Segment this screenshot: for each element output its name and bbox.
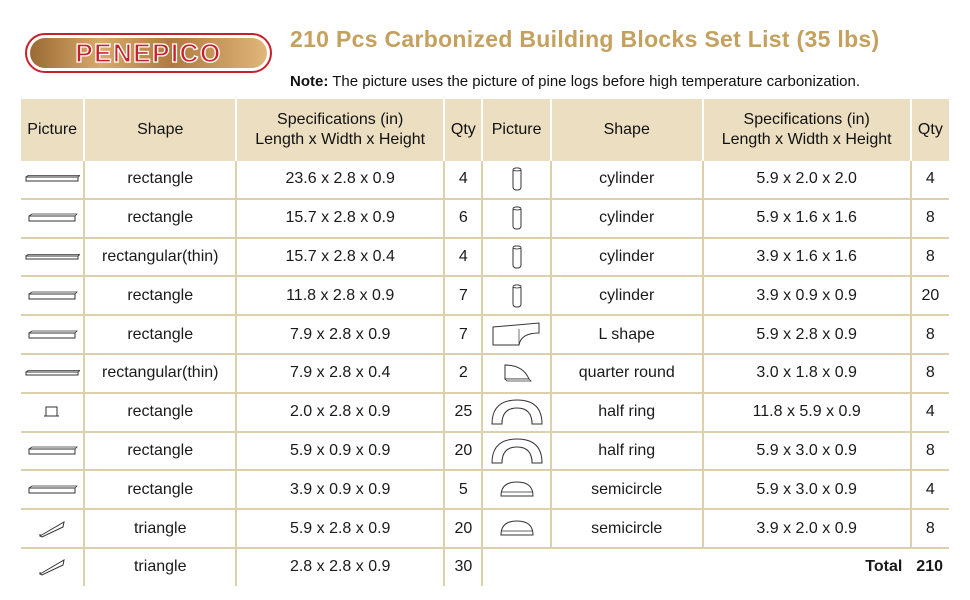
qty-cell: 7	[444, 315, 482, 354]
shape-cell-2: cylinder	[551, 161, 703, 199]
shape-cell-2: semicircle	[551, 470, 703, 509]
thin-plank-icon	[21, 368, 83, 378]
spec-cell-2: 3.9 x 1.6 x 1.6	[703, 238, 911, 277]
spec-cell: 11.8 x 2.8 x 0.9	[236, 276, 444, 315]
half-ring-icon	[483, 396, 549, 428]
table-header	[21, 99, 949, 161]
qty-cell-2: 8	[911, 199, 949, 238]
header-picture-2: Picture	[482, 99, 550, 161]
header-spec-line2-2: Length x Width x Height	[721, 131, 892, 148]
cylinder-icon	[483, 165, 549, 193]
qty-cell: 20	[444, 432, 482, 471]
semicircle-icon	[483, 478, 549, 502]
spec-cell: 2.8 x 2.8 x 0.9	[236, 548, 444, 586]
table-row	[21, 238, 949, 277]
total-cell	[482, 548, 949, 586]
picture-cell	[21, 199, 84, 238]
table-row	[21, 276, 949, 315]
plank-icon	[21, 329, 83, 341]
header-spec	[236, 99, 444, 161]
picture-cell	[21, 276, 84, 315]
quarter-round-icon	[483, 361, 549, 385]
shape-cell: rectangle	[84, 432, 236, 471]
picture-cell	[21, 315, 84, 354]
thin-plank-icon	[21, 252, 83, 262]
qty-cell-2: 8	[911, 315, 949, 354]
spec-cell-2: 5.9 x 2.8 x 0.9	[703, 315, 911, 354]
picture-cell	[21, 432, 84, 471]
header-spec-line1: Specifications (in)	[277, 111, 404, 128]
half-ring-icon	[483, 435, 549, 467]
qty-cell: 25	[444, 393, 482, 432]
spec-cell: 15.7 x 2.8 x 0.4	[236, 238, 444, 277]
cylinder-icon	[483, 204, 549, 232]
shape-cell: rectangular(thin)	[84, 354, 236, 393]
qty-cell-2: 20	[911, 276, 949, 315]
qty-cell: 2	[444, 354, 482, 393]
note-text: The picture uses the picture of pine logs before high temperature carbonization.	[328, 73, 861, 90]
shape-cell: rectangle	[84, 199, 236, 238]
qty-cell: 4	[444, 238, 482, 277]
plank-icon	[21, 212, 83, 224]
note-label: Note:	[290, 73, 329, 90]
triangle-icon	[21, 557, 83, 577]
table-row	[21, 509, 949, 548]
spec-cell: 7.9 x 2.8 x 0.9	[236, 315, 444, 354]
cylinder-icon	[483, 282, 549, 310]
shape-cell-2: half ring	[551, 432, 703, 471]
picture-cell	[21, 548, 84, 586]
table-row	[21, 548, 949, 586]
l-shape-icon	[483, 321, 549, 349]
spec-cell: 5.9 x 0.9 x 0.9	[236, 432, 444, 471]
qty-cell-2: 4	[911, 393, 949, 432]
spec-cell-2: 5.9 x 1.6 x 1.6	[703, 199, 911, 238]
shape-cell: rectangle	[84, 393, 236, 432]
spec-cell: 3.9 x 0.9 x 0.9	[236, 470, 444, 509]
table-row	[21, 393, 949, 432]
total-value: 210	[916, 558, 943, 576]
picture-cell	[21, 238, 84, 277]
qty-cell-2: 8	[911, 509, 949, 548]
header-shape: Shape	[84, 99, 236, 161]
shape-cell: rectangle	[84, 161, 236, 199]
semicircle-icon	[483, 517, 549, 541]
picture-cell-2	[482, 470, 550, 509]
picture-cell-2	[482, 432, 550, 471]
shape-cell: rectangle	[84, 470, 236, 509]
parts-table	[21, 99, 949, 586]
plank-icon	[21, 484, 83, 496]
picture-cell	[21, 470, 84, 509]
qty-cell: 7	[444, 276, 482, 315]
shape-cell-2: quarter round	[551, 354, 703, 393]
table-row	[21, 432, 949, 471]
qty-cell: 6	[444, 199, 482, 238]
triangle-icon	[21, 519, 83, 539]
penepico-logo	[25, 33, 272, 73]
header-spec-line1-2: Specifications (in)	[743, 111, 870, 128]
header-qty: Qty	[444, 99, 482, 161]
qty-cell: 5	[444, 470, 482, 509]
picture-cell-2	[482, 161, 550, 199]
spec-cell-2: 3.9 x 0.9 x 0.9	[703, 276, 911, 315]
shape-cell-2: L shape	[551, 315, 703, 354]
shape-cell: triangle	[84, 548, 236, 586]
plank-icon	[21, 445, 83, 457]
picture-cell-2	[482, 509, 550, 548]
qty-cell-2: 4	[911, 470, 949, 509]
shape-cell-2: half ring	[551, 393, 703, 432]
qty-cell: 20	[444, 509, 482, 548]
qty-cell-2: 4	[911, 161, 949, 199]
qty-cell-2: 8	[911, 432, 949, 471]
qty-cell: 4	[444, 161, 482, 199]
header-picture: Picture	[21, 99, 84, 161]
shape-cell-2: semicircle	[551, 509, 703, 548]
qty-cell-2: 8	[911, 354, 949, 393]
qty-cell-2: 8	[911, 238, 949, 277]
picture-cell	[21, 509, 84, 548]
note	[290, 73, 860, 90]
shape-cell-2: cylinder	[551, 238, 703, 277]
header-spec-2	[703, 99, 911, 161]
shape-cell: rectangle	[84, 315, 236, 354]
picture-cell-2	[482, 354, 550, 393]
header-spec-line2: Length x Width x Height	[255, 131, 426, 148]
spec-cell-2: 3.9 x 2.0 x 0.9	[703, 509, 911, 548]
header-shape-2: Shape	[551, 99, 703, 161]
header-qty-2: Qty	[911, 99, 949, 161]
spec-cell-2: 3.0 x 1.8 x 0.9	[703, 354, 911, 393]
cylinder-icon	[483, 243, 549, 271]
shape-cell-2: cylinder	[551, 199, 703, 238]
spec-cell-2: 11.8 x 5.9 x 0.9	[703, 393, 911, 432]
table-row	[21, 315, 949, 354]
table-row	[21, 354, 949, 393]
picture-cell-2	[482, 276, 550, 315]
shape-cell: rectangular(thin)	[84, 238, 236, 277]
picture-cell-2	[482, 393, 550, 432]
spec-cell: 2.0 x 2.8 x 0.9	[236, 393, 444, 432]
spec-cell-2: 5.9 x 3.0 x 0.9	[703, 470, 911, 509]
logo-text: PENEPICO	[75, 38, 222, 68]
picture-cell	[21, 393, 84, 432]
table-row	[21, 161, 949, 199]
block-icon	[21, 405, 83, 419]
picture-cell-2	[482, 315, 550, 354]
qty-cell: 30	[444, 548, 482, 586]
plank-icon	[21, 290, 83, 302]
table-row	[21, 199, 949, 238]
picture-cell	[21, 161, 84, 199]
spec-cell: 15.7 x 2.8 x 0.9	[236, 199, 444, 238]
spec-cell: 7.9 x 2.8 x 0.4	[236, 354, 444, 393]
picture-cell	[21, 354, 84, 393]
total-label: Total	[865, 558, 903, 576]
page-title: 210 Pcs Carbonized Building Blocks Set List (35 lbs)	[290, 26, 880, 52]
spec-cell: 23.6 x 2.8 x 0.9	[236, 161, 444, 199]
long-plank-icon	[21, 174, 83, 184]
spec-cell: 5.9 x 2.8 x 0.9	[236, 509, 444, 548]
table-row	[21, 470, 949, 509]
spec-cell-2: 5.9 x 2.0 x 2.0	[703, 161, 911, 199]
picture-cell-2	[482, 238, 550, 277]
shape-cell: rectangle	[84, 276, 236, 315]
picture-cell-2	[482, 199, 550, 238]
shape-cell-2: cylinder	[551, 276, 703, 315]
spec-cell-2: 5.9 x 3.0 x 0.9	[703, 432, 911, 471]
shape-cell: triangle	[84, 509, 236, 548]
